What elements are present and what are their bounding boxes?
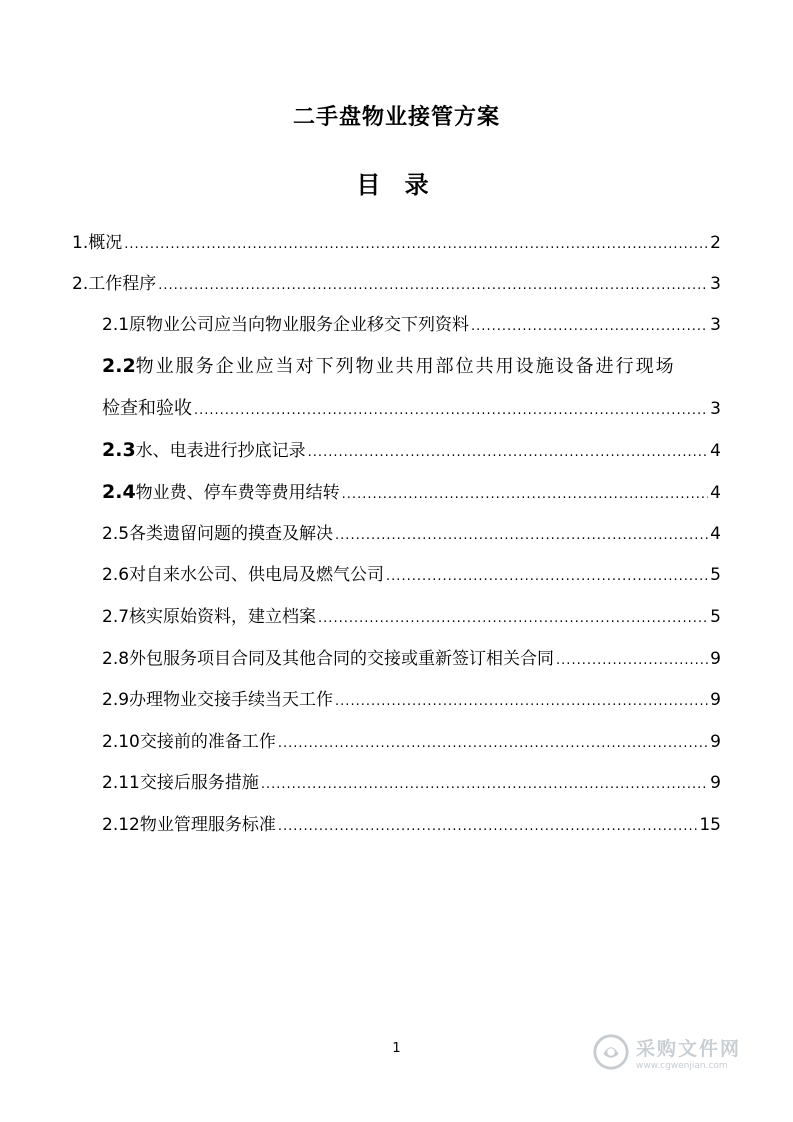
- dot-leader: [278, 732, 708, 756]
- toc-entry-page: 3: [710, 399, 721, 419]
- toc-entry-page: 9: [710, 690, 721, 710]
- cgwenjian-logo-icon: [592, 1033, 630, 1071]
- toc-entry-page: 4: [710, 483, 721, 503]
- toc-entry-title: 物业费、停车费等费用结转: [135, 483, 340, 503]
- dot-leader: [194, 399, 708, 423]
- toc-entry-number: 2.11: [102, 773, 140, 793]
- watermark: [592, 1030, 752, 1074]
- toc-entry-page: 3: [710, 274, 721, 294]
- toc-entry-title: 物业管理服务标准: [139, 815, 276, 835]
- toc-entry-2-7[interactable]: [102, 605, 721, 631]
- toc-entry-title-continued: 检查和验收: [102, 398, 192, 419]
- toc-entry-2-9[interactable]: [102, 688, 721, 714]
- toc-entry-title: 对自来水公司、供电局及燃气公司: [129, 565, 385, 585]
- toc-entry-number: 2.: [72, 274, 89, 294]
- dot-leader: [335, 524, 708, 548]
- toc-entry-page: 9: [710, 649, 721, 669]
- toc-entry-page: 4: [710, 441, 721, 461]
- toc-entry-2-6[interactable]: [102, 563, 721, 589]
- toc-entry-title: 物业服务企业应当对下列物业共用部位共用设施设备进行现场: [135, 356, 676, 377]
- toc-entry-2-10[interactable]: [102, 730, 721, 756]
- toc-entry-title: 交接后服务措施: [139, 773, 259, 793]
- toc-entry-title: 办理物业交接手续当天工作: [129, 690, 334, 710]
- toc-entry-2-11[interactable]: [102, 771, 721, 797]
- document-title: 二手盘物业接管方案: [292, 105, 500, 130]
- toc-entry-number: 2.7: [102, 607, 130, 627]
- dot-leader: [335, 690, 708, 714]
- toc-entry-number: 2.1: [102, 315, 130, 335]
- dot-leader: [124, 233, 708, 257]
- toc-entry-page: 5: [710, 565, 721, 585]
- toc-entry-title: 工作程序: [88, 274, 157, 294]
- toc-entry-number: 1.: [72, 233, 89, 253]
- watermark-url: www.cgwenjian.com: [636, 1060, 728, 1071]
- toc-entry-number: 2.6: [102, 565, 130, 585]
- page-number: 1: [392, 1041, 401, 1056]
- toc-entry-2-3[interactable]: [102, 438, 721, 465]
- dot-leader: [278, 815, 698, 839]
- toc-entry-2[interactable]: [72, 272, 721, 298]
- toc-entry-2-4[interactable]: [102, 480, 721, 507]
- toc-entry-page: 5: [710, 607, 721, 627]
- toc-entry-number: 2.4: [102, 481, 136, 503]
- toc-entry-title: 原物业公司应当向物业服务企业移交下列资料: [129, 315, 470, 335]
- toc-entry-2-5[interactable]: [102, 522, 721, 548]
- toc-entry-2-2[interactable]: [102, 354, 721, 379]
- dot-leader: [471, 315, 708, 339]
- toc-entry-number: 2.8: [102, 649, 130, 669]
- toc-entry-1[interactable]: [72, 231, 721, 257]
- toc-entry-2-1[interactable]: [102, 313, 721, 339]
- dot-leader: [158, 274, 708, 298]
- toc-entry-2-2-continued[interactable]: [102, 397, 721, 423]
- toc-heading: 目 录: [356, 171, 437, 199]
- toc-entry-page: 15: [699, 815, 721, 835]
- dot-leader: [308, 441, 709, 465]
- toc-entry-title: 核实原始资料，建立档案: [129, 607, 317, 627]
- dot-leader: [386, 565, 708, 589]
- toc-entry-title: 交接前的准备工作: [139, 732, 276, 752]
- toc-entry-title: 概况: [88, 233, 123, 253]
- toc-entry-page: 9: [710, 732, 721, 752]
- toc-entry-number: 2.12: [102, 815, 140, 835]
- toc-entry-number: 2.3: [102, 439, 136, 461]
- watermark-name: 采购文件网: [636, 1037, 742, 1060]
- toc-entry-title: 水、电表进行抄底记录: [135, 441, 306, 461]
- toc-entry-2-12[interactable]: [102, 813, 721, 839]
- toc-entry-number: 2.9: [102, 690, 130, 710]
- toc-entry-number: 2.10: [102, 732, 140, 752]
- toc-entry-page: 3: [710, 315, 721, 335]
- toc-entry-page: 4: [710, 524, 721, 544]
- toc-entry-page: 2: [710, 233, 721, 253]
- toc-entry-number: 2.2: [102, 355, 136, 377]
- dot-leader: [318, 607, 708, 631]
- toc-entry-number: 2.5: [102, 524, 130, 544]
- toc-entry-page: 9: [710, 773, 721, 793]
- toc-entry-title: 各类遗留问题的摸查及解决: [129, 524, 334, 544]
- dot-leader: [342, 483, 709, 507]
- toc-entry-2-8[interactable]: [102, 647, 721, 673]
- dot-leader: [556, 649, 708, 673]
- dot-leader: [261, 773, 708, 797]
- toc-entry-title: 外包服务项目合同及其他合同的交接或重新签订相关合同: [129, 649, 555, 669]
